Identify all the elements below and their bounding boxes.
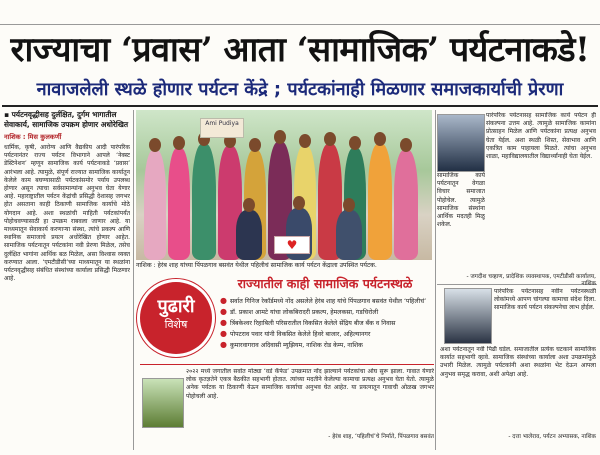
left-column [4, 110, 130, 455]
right-bottom-quote-continued [440, 346, 596, 432]
photo-banner: Ami Pudiya [200, 118, 244, 138]
masthead-strip [0, 0, 600, 25]
heart-icon: ♥ [274, 236, 310, 254]
list-item: ● त्रिंबकेश्वर रिहाबिली परिसरातील विकसित केलेले सेंद्रिय बीज बँक व निवास [220, 318, 396, 327]
right-bottom-quote [494, 288, 596, 348]
destinations-list [220, 296, 434, 362]
photo-caption: नाशिक : हेरंब शाह यांच्या पिंपळगाव बसवंत येथील पहिलीचं सामाजिक कार्य पर्यटन केंद्राला उपस्थित पर्यटक. [136, 262, 377, 269]
column-divider [133, 110, 134, 450]
list-item: ● सर्वात गिनिज रेकॉर्डमध्ये नोंद असलेले हेरंब शाह यांचे पिंपळगाव बसवंत येथील ‘पहिलीचं’ [220, 296, 427, 305]
list-item: ● कुमारवागराव अदिवासी म्युझियम, नाशिक रोड केम्प, नाशिक [220, 340, 363, 349]
badge-title: पुढारी [157, 296, 195, 317]
quote-signature: - दत्ता भालेराव, पर्यटन अभ्यासक, नाशिक [508, 434, 596, 440]
list-item: ● डॉ. प्रकाश आमटे यांचा लोकबिरादरी प्रकल्प, हेमलकसा, गडचिरोली [220, 307, 379, 316]
pudhari-special-badge [140, 282, 212, 354]
right-bottom-text: पारंपरिक पर्यटनासह नवीन पर्यटनस्थळी लोकांमध्ये आपण चांगल्या कामाचा संदेश दिला. सामाजिक कार्य पर्यटन संकल्पनेचा लाभ होईल. [494, 288, 596, 312]
list-item: ● पोपटराव पवार यांनी विकसित केलेले हिवरे बाजार, अहिल्यानगर [220, 329, 371, 338]
badge-subtitle: विशेष [164, 318, 188, 331]
left-kicker: ▪ पर्यटनवृद्धीसह दुर्लक्षित, दुर्गम भागातील सेवाकार्य, सामाजिक उपक्रम होणार अधोरेखित [4, 110, 129, 129]
right-top-quote [486, 112, 596, 284]
right-top-text: पारंपरिक पर्यटनासह सामाजिक कार्य पर्यटन ही संकल्पना उत्तम आहे. त्यामुळे सामाजिक कामांना प्रोत्साहन मिळेल आणि पर्यटकांना प्रत्यक्ष अनुभव घेता येईल. अशा स्थळी शिस्त, सेवाभाव आणि एकत्रित काम पाहायला मिळते. त्यांचा अनुभव शाळा, महाविद्यालयातील विद्यार्थ्यांनाही घेता येईल. [486, 112, 596, 161]
right-top-quote-continued [437, 172, 485, 282]
portrait-photo [444, 288, 492, 344]
column-divider [435, 110, 436, 450]
right-bottom-text-b: अशा पर्यटनातून नवी पिढी घडेल. समाजातील प्रत्येक घटकाने सामाजिक कार्यात सहभागी व्हावे. सामाजिक संस्थांच्या कार्याला अशा उपक्रमांमुळे उभारी मिळेल. त्यामुळे पर्यटकांनी अशा स्थळांना भेट देऊन आपला अनुभव समृद्ध करावा, अशी अपेक्षा आहे. [440, 346, 596, 378]
headline-rule [2, 105, 598, 107]
headline: राज्याचा ‘प्रवास’ आता ‘सामाजिक’ पर्यटनाकडे! [10, 30, 590, 70]
box-divider [140, 364, 434, 365]
portrait-photo [437, 114, 485, 172]
quote-signature: - हेरंब शाह, ‘पहिलीचं’चे निर्माते, पिंपळगाव बसवंत [328, 434, 434, 440]
box-heading: राज्यातील काही सामाजिक पर्यटनस्थळे [237, 276, 413, 291]
byline: नाशिक : मिस कुलकर्णी [4, 133, 62, 141]
subheadline: नावाजलेली स्थळे होणार पर्यटन केंद्रे ; पर्यटकांनाही मिळणार समाजकार्याची प्रेरणा [36, 79, 564, 100]
bottom-quote [140, 368, 434, 430]
right-top-text-b: सामाजिक कार्य पर्यटनातून वेगळा विचार समाजात पोहोचेल. त्यामुळे सामाजिक संस्थांना आर्थिक मदतही मिळू शकेल. [437, 172, 485, 229]
quote-signature: - जगदीश चव्हाण, प्रादेशिक व्यवस्थापक, एमटीडीसी कार्यालय, नाशिक [466, 274, 596, 287]
bottom-text: २०२२ मध्ये जगातील सर्वात मोठ्या ‘वर्ड कॅफेड’ उपक्रमात नोंद झाल्याने पर्यटकांचा ओघ सुरू झाला. गावात येणारे लोक कृतज्ञतेने एकत्र बैठकीत सहभागी होतात. त्यांच्या मदतीने केलेल्या कामाचा प्रत्यक्ष अनुभव घेता येतो. त्यामुळे अनेक पर्यटक या ठिकाणी येऊन सामाजिक कार्याचा अनुभव घेत आहेत. या प्रयत्नातून गावाची ओळख जगभर पोहोचली आहे. [186, 368, 434, 400]
left-body: धार्मिक, कृषी, आरोग्य आणि वैद्यकीय आदी पारंपरिक पर्यटनानंतर राज्य पर्यटन विभागाने आपले ‘नेक्स्ट डेस्टिनेशन’ म्हणून सामाजिक कार्य पर्यटनाकडे ‘प्रवास’ आरंभला आहे. त्यामुळे, संपूर्ण राज्यात सामाजिक कार्यातून केलेले काम बघण्यासाठी पर्यटकांसमोर पर्याय उपलब्ध होणार असून त्याचा सर्वसामान्यांना अनुभव घेता येणार आहे. महाराष्ट्रातील पर्यटन केंद्रांची प्रसिद्धी देशासह जगभर होत असताना काही ठिकाणी सामाजिक कार्याचे मोठे योगदान आहे. अशा स्थळांची माहिती पर्यटकांपर्यंत पोहोचवण्यासाठी हा उपक्रम राबवला जाणार आहे. या माध्यमातून सेवाकार्य करणाऱ्या संस्था, त्यांचे प्रकल्प आणि स्थानिक समाजाचे प्रयत्न अधोरेखित होणार आहेत. सामाजिक पर्यटनातून पर्यटकांना नवी प्रेरणा मिळेल, तसेच दुर्लक्षित भागांना आर्थिक बळ मिळेल, असा विश्वास व्यक्त करण्यात आला. ‘एमटीडीसी’च्या माध्यमातून या स्थळांना पर्यटनवृद्धीसह संबंधित संस्थांच्या कार्याला प्रसिद्धी मिळणार आहे. [4, 144, 130, 283]
